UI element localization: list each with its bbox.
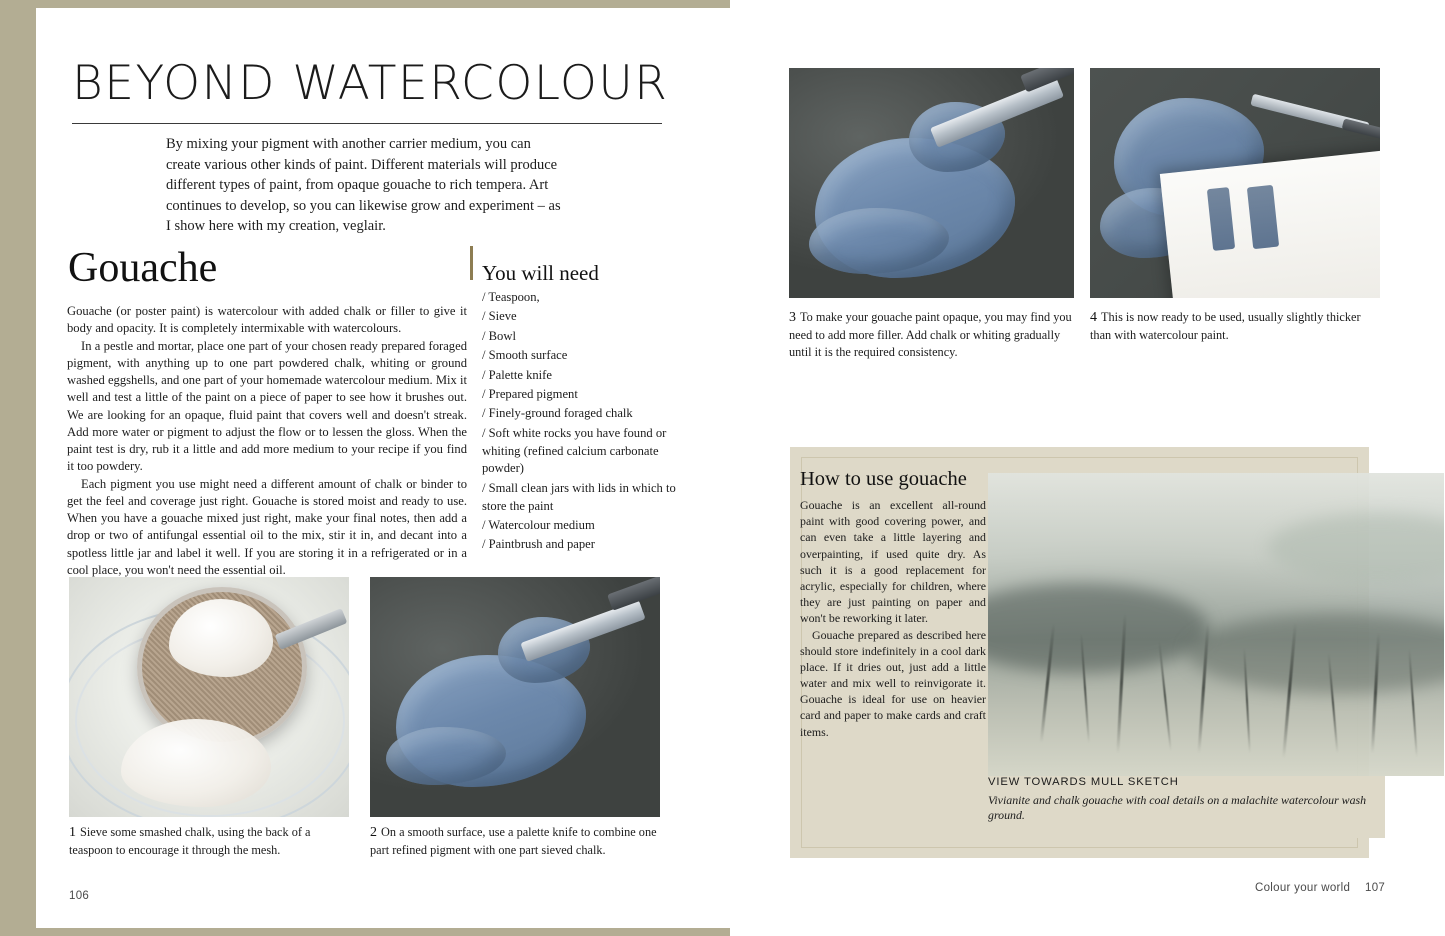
figure-2-caption (370, 824, 666, 859)
panel-paragraph: Gouache is an excellent all-round paint with good covering power, and can even take a little layering and overpainting, if used quite dry. As such it is a good replacement for acrylic, especially for children, where they are just painting on paper and won't be reworking it later. (800, 498, 986, 626)
page-title: BEYOND WATERCOLOUR (72, 56, 669, 111)
artwork-title: VIEW TOWARDS MULL SKETCH (988, 776, 1179, 788)
figure-3-number: 3 (789, 310, 796, 325)
figure-4-photo (1090, 68, 1380, 298)
figure-4-number: 4 (1090, 310, 1097, 325)
figure-1-caption-text: Sieve some smashed chalk, using the back of a teaspoon to encourage it through the mesh. (69, 825, 311, 858)
figure-2-caption-text: On a smooth surface, use a palette knife to combine one part refined pigment with one part sieved chalk. (370, 825, 657, 858)
figure-3-caption (789, 309, 1074, 360)
left-page (36, 8, 730, 928)
list-item: / Bowl (482, 328, 516, 343)
running-head: Colour your world (1255, 882, 1351, 894)
body-text (67, 303, 467, 579)
folio-right: 107 (1365, 882, 1386, 894)
panel-paragraph: Gouache prepared as described here should store indefinitely in a cool dark place. If it dries out, just add a little water and mix well to reinvigorate it. Gouache is ideal for use on heavier card and paper to make cards and craft items. (800, 627, 986, 739)
list-item: / Palette knife (482, 367, 552, 382)
list-item: / Small clean jars with lids in which to store the paint (482, 480, 676, 513)
figure-3-caption-text: To make your gouache paint opaque, you may find you need to add more filler. Add chalk or whiting gradually until it is the required consistency. (789, 310, 1072, 359)
you-will-need-title: You will need (482, 261, 599, 285)
list-item: / Paintbrush and paper (482, 537, 595, 552)
artwork-image (988, 473, 1444, 776)
body-paragraph: Each pigment you use might need a different amount of chalk or binder to get the feel and coverage just right. Gouache is stored moist and ready to use. When you have a gouache mixed just right, make your final notes, then add a drop or two of antifungal essential oil to the mix, stir it in, and decant into a spotless little jar and label it well. If you are storing it in a refrigerated or in a cool place, you won't need the essential oil. (67, 476, 467, 577)
chapter-intro: By mixing your pigment with another carrier medium, you can create various other kinds of paint. Different materials will produce different types of paint, from opaque gouache to rich tempera. Art continues to develop, so you can likewise grow and experiment – as I show here with my creation, veglair. (166, 136, 561, 235)
figure-1-number: 1 (69, 825, 76, 840)
feature-panel-heading: How to use gouache (800, 468, 967, 490)
list-item: / Sieve (482, 309, 517, 324)
chalk-powder-shape (169, 599, 273, 677)
list-item: / Prepared pigment (482, 386, 578, 401)
paintbrush-handle (1342, 118, 1380, 144)
list-item: / Smooth surface (482, 348, 568, 363)
you-will-need-list (482, 289, 682, 556)
section-heading: Gouache (68, 245, 218, 291)
figure-3-photo (789, 68, 1074, 298)
body-paragraph: In a pestle and mortar, place one part of your chosen ready prepared foraged pigment, with anything up to one part powdered chalk, whiting or ground washed eggshells, and one part of your homemade watercolour medium. Mix it well and test a little of the paint on a piece of paper to see how it brushes out. We are looking for an opaque, fluid paint that covers well and doesn't streak. Add more water or pigment to adjust the flow or to lessen the gloss. When the paint test is dry, rub it a little and add more medium to your recipe if you find it too powdery. (67, 338, 467, 474)
figure-1-photo (69, 577, 349, 817)
figure-2-photo (370, 577, 660, 817)
figure-1-caption (69, 824, 355, 859)
list-item: / Watercolour medium (482, 518, 595, 532)
artwork-subtitle: Vivianite and chalk gouache with coal details on a malachite watercolour wash ground. (988, 793, 1367, 823)
figure-4-caption (1090, 309, 1380, 344)
body-paragraph: Gouache (or poster paint) is watercolour with added chalk or filler to give it body and opacity. It is completely intermixable with watercolours. (67, 304, 467, 336)
figure-4-caption-text: This is now ready to be used, usually slightly thicker than with watercolour paint. (1090, 310, 1361, 343)
list-item: / Teaspoon, (482, 290, 540, 304)
figure-2-number: 2 (370, 825, 377, 840)
list-item: / Finely-ground foraged chalk (482, 406, 633, 421)
title-divider (72, 123, 662, 124)
feature-panel-text (800, 497, 986, 740)
folio-left: 106 (69, 890, 90, 902)
you-will-need-accent-bar (470, 246, 473, 280)
list-item: / Soft white rocks you have found or whiting (refined calcium carbonate powder) (482, 425, 667, 476)
